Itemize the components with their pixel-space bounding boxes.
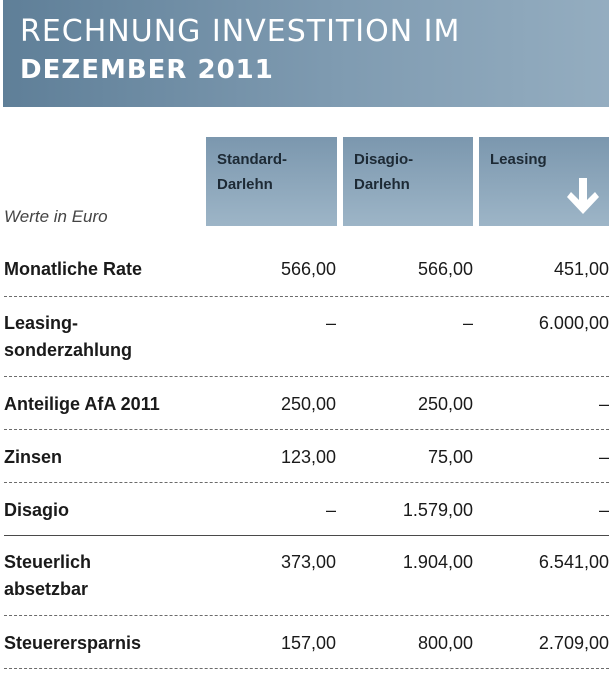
row-label: [4, 256, 194, 283]
cell-leasing: 6.541,00: [538, 552, 609, 572]
cell-standard-darlehn: 123,00: [280, 447, 336, 467]
cell-standard-darlehn: 373,00: [280, 552, 336, 572]
cell-leasing: –: [598, 500, 609, 520]
cell-standard-darlehn: –: [325, 500, 336, 520]
title-banner: [3, 0, 609, 107]
row-label-line-1: Leasing-: [4, 313, 79, 333]
column-header-line-1: Standard-: [217, 151, 288, 168]
row-label: [4, 630, 194, 657]
column-header-line-1: Disagio-: [354, 151, 414, 168]
cell-leasing: –: [598, 447, 609, 467]
column-header-leasing: [479, 137, 609, 226]
row-label-line-1: Steuerersparnis: [4, 633, 142, 653]
cell-leasing: 6.000,00: [538, 313, 609, 333]
row-label-line-2: absetzbar: [4, 579, 89, 599]
cell-standard-darlehn: 250,00: [280, 394, 336, 414]
title-line-1: RECHNUNG INVESTITION IM: [20, 14, 461, 49]
column-header-line-2: Darlehn: [354, 176, 410, 193]
cell-standard-darlehn: 157,00: [280, 633, 336, 653]
title-line-2: DEZEMBER 2011: [20, 55, 274, 85]
units-note: Werte in Euro: [4, 207, 108, 226]
table-row-leasingsonderzahlung: [4, 310, 609, 377]
row-label-line-1: Steuerlich: [4, 552, 92, 572]
cell-standard-darlehn: 566,00: [280, 259, 336, 279]
table-row-disagio: [4, 497, 609, 536]
table-row-steuerersparnis: [4, 630, 609, 669]
row-label: [4, 444, 194, 471]
row-label-line-1: Anteilige AfA 2011: [4, 394, 160, 414]
cell-disagio-darlehn: 1.904,00: [402, 552, 473, 572]
row-label: [4, 310, 194, 364]
cell-disagio-darlehn: 75,00: [427, 447, 473, 467]
row-label: [4, 549, 194, 603]
row-label-line-2: sonderzahlung: [4, 340, 133, 360]
row-label: [4, 391, 194, 418]
cell-disagio-darlehn: –: [462, 313, 473, 333]
cell-leasing: 2.709,00: [538, 633, 609, 653]
column-header-line-2: Darlehn: [217, 176, 273, 193]
arrow-down-icon: [567, 178, 599, 216]
cell-standard-darlehn: –: [325, 313, 336, 333]
table-row-monatliche-rate: [4, 256, 609, 297]
column-header-line-1: Leasing: [490, 151, 547, 168]
table-row-zinsen: [4, 444, 609, 483]
cell-disagio-darlehn: 250,00: [417, 394, 473, 414]
column-header-standard-darlehn: [206, 137, 337, 226]
row-label-line-1: Monatliche Rate: [4, 259, 143, 279]
row-label-line-1: Disagio: [4, 500, 70, 520]
row-label: [4, 497, 194, 524]
table-row-steuerlich-absetzbar: [4, 549, 609, 616]
table-row-anteilige-afa: [4, 391, 609, 430]
cell-disagio-darlehn: 800,00: [417, 633, 473, 653]
cell-disagio-darlehn: 1.579,00: [402, 500, 473, 520]
row-label-line-1: Zinsen: [4, 447, 63, 467]
cell-disagio-darlehn: 566,00: [417, 259, 473, 279]
column-header-disagio-darlehn: [343, 137, 473, 226]
cell-leasing: –: [598, 394, 609, 414]
cell-leasing: 451,00: [553, 259, 609, 279]
